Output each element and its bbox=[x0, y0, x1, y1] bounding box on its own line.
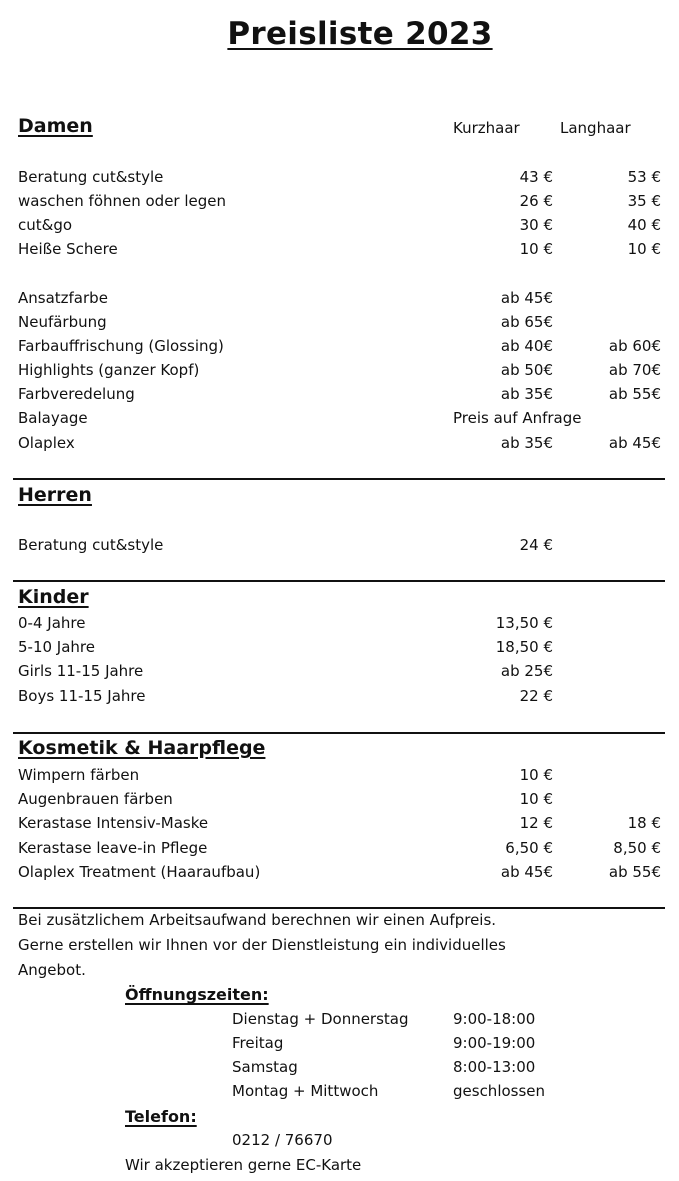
price-row bbox=[0, 687, 679, 709]
column-header-langhaar: Langhaar bbox=[560, 119, 631, 137]
price-on-request: Preis auf Anfrage bbox=[453, 409, 582, 427]
price-short: 18,50 € bbox=[495, 638, 553, 656]
offer-note: Gerne erstellen wir Ihnen vor der Dienstleistung ein individuelles bbox=[18, 936, 506, 954]
price-row bbox=[0, 168, 679, 190]
service-label: Wimpern färben bbox=[18, 766, 140, 784]
price-short: 24 € bbox=[519, 536, 553, 554]
price-short: ab 40€ bbox=[500, 337, 553, 355]
price-short: 12 € bbox=[519, 814, 553, 832]
service-label: Olaplex Treatment (Haaraufbau) bbox=[18, 863, 261, 881]
hours-time: 8:00-13:00 bbox=[453, 1058, 536, 1076]
price-row bbox=[0, 361, 679, 383]
section-divider bbox=[13, 732, 665, 734]
section-divider bbox=[13, 907, 665, 909]
price-long: 53 € bbox=[627, 168, 661, 186]
price-row bbox=[0, 839, 679, 861]
hours-time: 9:00-18:00 bbox=[453, 1010, 536, 1028]
price-row bbox=[0, 766, 679, 788]
price-row bbox=[0, 536, 679, 558]
page-title: Preisliste 2023 bbox=[227, 16, 493, 52]
column-header-kurzhaar: Kurzhaar bbox=[453, 119, 520, 137]
price-short: 13,50 € bbox=[495, 614, 553, 632]
hours-row bbox=[0, 1082, 679, 1104]
hours-time: geschlossen bbox=[453, 1082, 546, 1100]
service-label: Beratung cut&style bbox=[18, 168, 164, 186]
price-long: 10 € bbox=[627, 240, 661, 258]
price-short: ab 35€ bbox=[500, 385, 553, 403]
price-row bbox=[0, 434, 679, 456]
service-label: 0-4 Jahre bbox=[18, 614, 86, 632]
hours-time: 9:00-19:00 bbox=[453, 1034, 536, 1052]
service-label: Olaplex bbox=[18, 434, 75, 452]
opening-hours-heading: Öffnungszeiten: bbox=[125, 985, 269, 1004]
hours-row bbox=[0, 1010, 679, 1032]
section-heading-kosmetik: Kosmetik & Haarpflege bbox=[18, 737, 266, 759]
price-row bbox=[0, 638, 679, 660]
price-row bbox=[0, 614, 679, 636]
section-divider bbox=[13, 478, 665, 480]
price-row bbox=[0, 240, 679, 262]
price-row bbox=[0, 337, 679, 359]
price-short: 22 € bbox=[519, 687, 553, 705]
price-long: 8,50 € bbox=[613, 839, 661, 857]
service-label: Girls 11-15 Jahre bbox=[18, 662, 144, 680]
price-row bbox=[0, 192, 679, 214]
section-heading-damen: Damen bbox=[18, 115, 93, 137]
price-short: 30 € bbox=[519, 216, 553, 234]
hours-day: Dienstag + Donnerstag bbox=[232, 1010, 409, 1028]
price-row bbox=[0, 814, 679, 836]
price-row bbox=[0, 216, 679, 238]
section-heading-kinder: Kinder bbox=[18, 586, 89, 608]
price-long: ab 45€ bbox=[608, 434, 661, 452]
price-short: ab 45€ bbox=[500, 289, 553, 307]
price-short: ab 35€ bbox=[500, 434, 553, 452]
price-long: 18 € bbox=[627, 814, 661, 832]
payment-note: Wir akzeptieren gerne EC-Karte bbox=[125, 1156, 362, 1174]
price-row bbox=[0, 385, 679, 407]
service-label: Kerastase leave-in Pflege bbox=[18, 839, 208, 857]
section-heading-herren: Herren bbox=[18, 484, 92, 506]
service-label: 5-10 Jahre bbox=[18, 638, 95, 656]
price-long: ab 55€ bbox=[608, 385, 661, 403]
surcharge-note: Bei zusätzlichem Arbeitsaufwand berechnen wir einen Aufpreis. bbox=[18, 911, 497, 929]
service-label: Heiße Schere bbox=[18, 240, 118, 258]
price-long: ab 55€ bbox=[608, 863, 661, 881]
service-label: Highlights (ganzer Kopf) bbox=[18, 361, 200, 379]
hours-row bbox=[0, 1058, 679, 1080]
hours-day: Freitag bbox=[232, 1034, 284, 1052]
service-label: waschen föhnen oder legen bbox=[18, 192, 227, 210]
price-row bbox=[0, 790, 679, 812]
price-short: ab 65€ bbox=[500, 313, 553, 331]
service-label: Boys 11-15 Jahre bbox=[18, 687, 146, 705]
hours-day: Montag + Mittwoch bbox=[232, 1082, 379, 1100]
price-short: 43 € bbox=[519, 168, 553, 186]
price-long: 40 € bbox=[627, 216, 661, 234]
price-long: ab 60€ bbox=[608, 337, 661, 355]
price-short: 6,50 € bbox=[505, 839, 553, 857]
price-short: 10 € bbox=[519, 240, 553, 258]
price-short: 10 € bbox=[519, 766, 553, 784]
price-long: ab 70€ bbox=[608, 361, 661, 379]
phone-heading: Telefon: bbox=[125, 1107, 197, 1126]
service-label: Augenbrauen färben bbox=[18, 790, 173, 808]
price-short: ab 25€ bbox=[500, 662, 553, 680]
hours-row bbox=[0, 1034, 679, 1056]
price-short: 26 € bbox=[519, 192, 553, 210]
price-short: 10 € bbox=[519, 790, 553, 808]
phone-number: 0212 / 76670 bbox=[232, 1131, 333, 1149]
price-short: ab 50€ bbox=[500, 361, 553, 379]
price-row bbox=[0, 313, 679, 335]
service-label: cut&go bbox=[18, 216, 73, 234]
service-label: Neufärbung bbox=[18, 313, 107, 331]
service-label: Ansatzfarbe bbox=[18, 289, 108, 307]
service-label: Kerastase Intensiv-Maske bbox=[18, 814, 209, 832]
service-label: Farbauffrischung (Glossing) bbox=[18, 337, 224, 355]
price-long: 35 € bbox=[627, 192, 661, 210]
price-row bbox=[0, 289, 679, 311]
price-row bbox=[0, 409, 679, 431]
service-label: Farbveredelung bbox=[18, 385, 135, 403]
offer-note-continued: Angebot. bbox=[18, 961, 86, 979]
hours-day: Samstag bbox=[232, 1058, 298, 1076]
price-row bbox=[0, 863, 679, 885]
section-divider bbox=[13, 580, 665, 582]
price-row bbox=[0, 662, 679, 684]
service-label: Balayage bbox=[18, 409, 88, 427]
price-short: ab 45€ bbox=[500, 863, 553, 881]
service-label: Beratung cut&style bbox=[18, 536, 164, 554]
